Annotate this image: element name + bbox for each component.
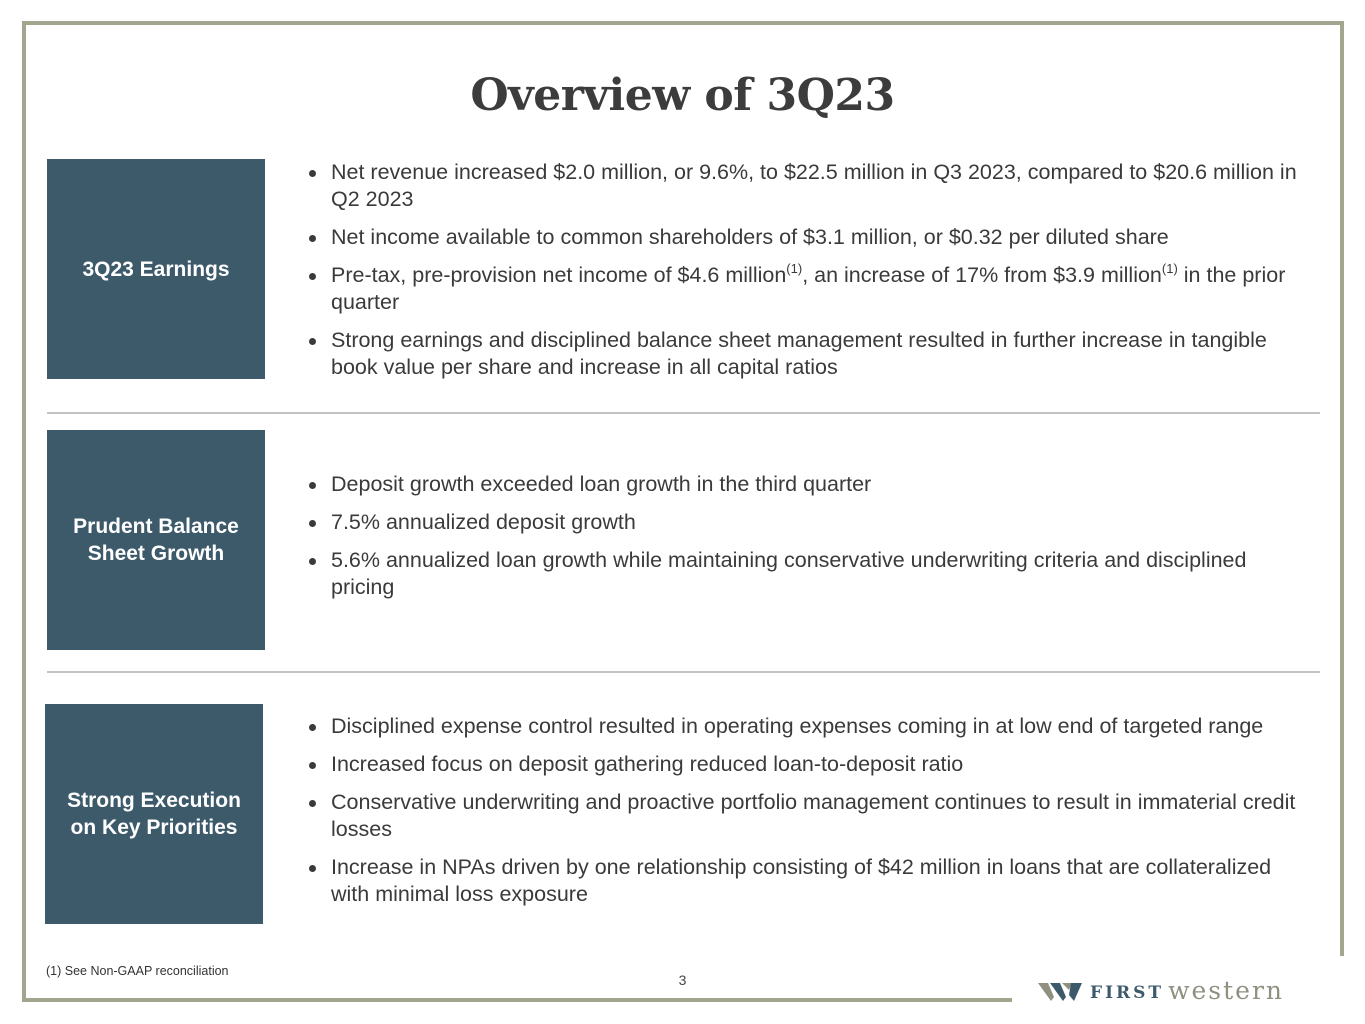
section-label-execution: Strong Execution on Key Priorities [45, 704, 263, 924]
section-divider [47, 412, 1320, 414]
frame-right-border [1340, 21, 1344, 956]
list-item: Strong earnings and disciplined balance sheet management resulted in further increase in tangible book value per share and increase in all capital ratios [306, 327, 1306, 381]
list-item: Increase in NPAs driven by one relationship consisting of $42 million in loans that are collateralized with minimal loss exposure [306, 854, 1306, 908]
list-item: 5.6% annualized loan growth while maintaining conservative underwriting criteria and disciplined pricing [306, 547, 1306, 601]
frame-top-border [22, 21, 1344, 25]
execution-bullet-list [306, 713, 1306, 919]
footnote-ref: (1) [1161, 261, 1178, 276]
list-item: Increased focus on deposit gathering reduced loan-to-deposit ratio [306, 751, 1306, 778]
bullet-text: in the prior quarter [331, 263, 1286, 314]
section-label-earnings: 3Q23 Earnings [47, 159, 265, 379]
section-label-balance-sheet: Prudent Balance Sheet Growth [47, 430, 265, 650]
list-item: Net income available to common shareholders of $3.1 million, or $0.32 per diluted share [306, 224, 1306, 251]
page-title: Overview of 3Q23 [470, 70, 895, 121]
footnote: (1) See Non-GAAP reconciliation [46, 964, 229, 978]
logo-text-first: FIRST [1090, 983, 1165, 1003]
list-item: Deposit growth exceeded loan growth in the third quarter [306, 471, 1306, 498]
footnote-ref: (1) [786, 261, 803, 276]
first-western-w-icon [1038, 981, 1082, 1003]
page-number: 3 [678, 972, 687, 988]
company-logo [1038, 977, 1284, 1003]
list-item [306, 262, 1306, 316]
list-item: Conservative underwriting and proactive portfolio management continues to result in immaterial credit losses [306, 789, 1306, 843]
frame-bottom-border [22, 998, 1012, 1002]
bullet-text: Pre-tax, pre-provision net income of $4.6 million [331, 263, 787, 287]
bullet-text: , an increase of 17% from $3.9 million [802, 263, 1162, 287]
earnings-bullet-list [306, 159, 1306, 392]
list-item: Net revenue increased $2.0 million, or 9.6%, to $22.5 million in Q3 2023, compared to $20.6 million in Q2 2023 [306, 159, 1306, 213]
section-divider [47, 671, 1320, 673]
logo-text-western: western [1168, 976, 1284, 1005]
list-item: 7.5% annualized deposit growth [306, 509, 1306, 536]
list-item: Disciplined expense control resulted in operating expenses coming in at low end of targeted range [306, 713, 1306, 740]
frame-left-border [22, 21, 26, 1002]
balance-sheet-bullet-list [306, 471, 1306, 612]
